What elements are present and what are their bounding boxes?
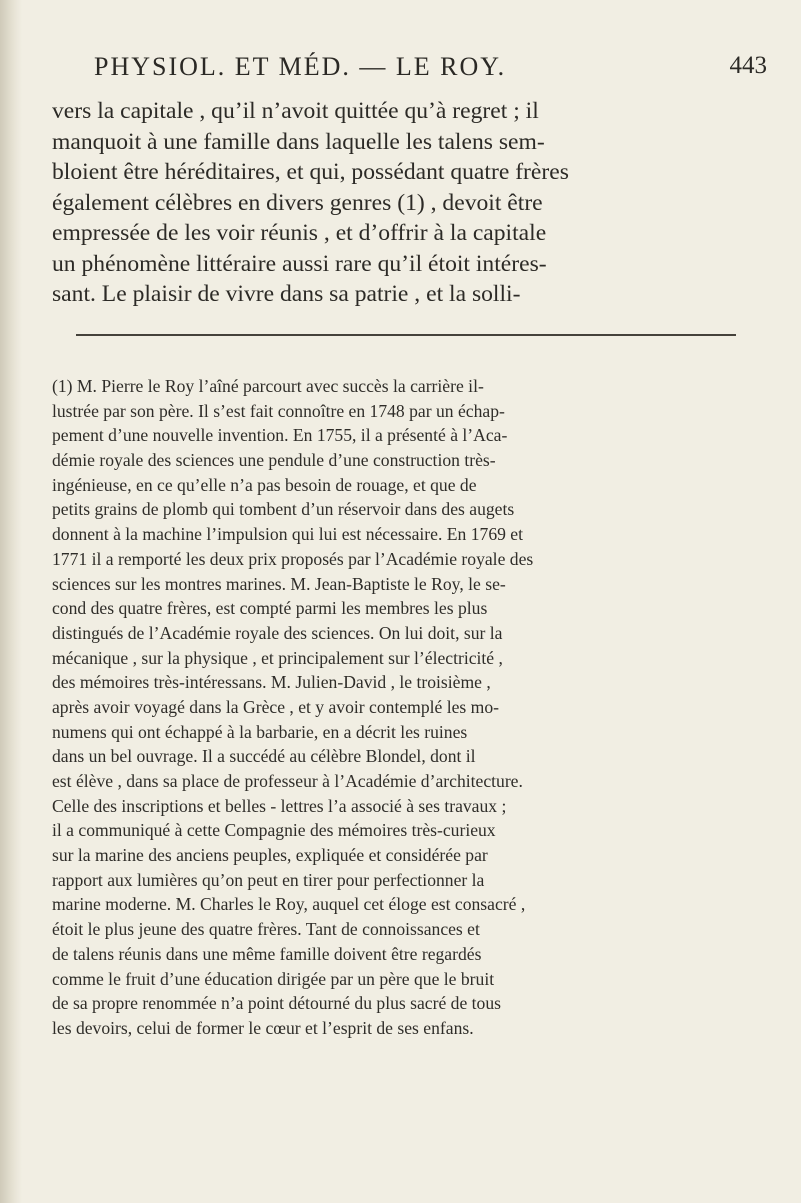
footnote bbox=[52, 374, 767, 1041]
footnote-line: est élève , dans sa place de professeur à l’Académie d’architecture. bbox=[52, 771, 523, 791]
footnote-line: numens qui ont échappé à la barbarie, en a décrit les ruines bbox=[52, 721, 468, 742]
footnote-line: comme le fruit d’une éducation dirigée par un père que le bruit bbox=[52, 968, 495, 989]
main-paragraph bbox=[52, 96, 767, 310]
footnote-line: des mémoires très-intéressans. M. Julien-David , le troisième , bbox=[52, 672, 491, 693]
footnote-line: petits grains de plomb qui tombent d’un réservoir dans des augets bbox=[52, 499, 515, 520]
text-line: vers la capitale , qu’il n’avoit quittée qu’à regret ; il bbox=[52, 98, 539, 124]
text-line: un phénomène littéraire aussi rare qu’il étoit intéres- bbox=[52, 250, 547, 277]
text-line: empressée de les voir réunis , et d’offrir à la capitale bbox=[52, 220, 547, 246]
footnote-line: rapport aux lumières qu’on peut en tirer pour perfectionner la bbox=[52, 869, 485, 890]
text-line: également célèbres en divers genres (1) , devoit être bbox=[52, 189, 543, 216]
footnote-line: les devoirs, celui de former le cœur et l’esprit de ses enfans. bbox=[52, 1017, 474, 1038]
footnote-line: il a communiqué à cette Compagnie des mémoires très-curieux bbox=[52, 820, 496, 841]
footnote-line: 1771 il a remporté les deux prix proposés par l’Académie royale des bbox=[52, 548, 534, 569]
footnote-line: donnent à la machine l’impulsion qui lui est nécessaire. En 1769 et bbox=[52, 524, 524, 545]
running-head bbox=[52, 52, 767, 100]
page-number: 443 bbox=[729, 52, 767, 79]
text-line: bloient être héréditaires, et qui, possédant quatre frères bbox=[52, 159, 569, 185]
text-line: manquoit à une famille dans laquelle les talens sem- bbox=[52, 128, 545, 155]
footnote-line: Celle des inscriptions et belles - lettres l’a associé à ses travaux ; bbox=[52, 795, 507, 816]
footnote-line: ingénieuse, en ce qu’elle n’a pas besoin de rouage, et que de bbox=[52, 474, 477, 495]
footnote-line: mécanique , sur la physique , et principalement sur l’électricité , bbox=[52, 647, 503, 668]
footnote-line: démie royale des sciences une pendule d’une construction très- bbox=[52, 450, 496, 471]
footnote-line: lustrée par son père. Il s’est fait connoître en 1748 par un échap- bbox=[52, 400, 505, 421]
page-binding-shadow bbox=[0, 0, 22, 1203]
footnote-line: dans un bel ouvrage. Il a succédé au célèbre Blondel, dont il bbox=[52, 746, 476, 767]
footnote-line: marine moderne. M. Charles le Roy, auquel cet éloge est consacré , bbox=[52, 894, 526, 915]
footnote-line: sur la marine des anciens peuples, expliquée et considérée par bbox=[52, 845, 488, 866]
footnote-line: après avoir voyagé dans la Grèce , et y avoir contemplé les mo- bbox=[52, 696, 499, 717]
footnote-line: sciences sur les montres marines. M. Jean-Baptiste le Roy, le se- bbox=[52, 573, 506, 594]
footnote-line: pement d’une nouvelle invention. En 1755, il a présenté à l’Aca- bbox=[52, 425, 508, 446]
footnote-line: étoit le plus jeune des quatre frères. Tant de connoissances et bbox=[52, 919, 480, 940]
footnote-line: de sa propre renommée n’a point détourné du plus sacré de tous bbox=[52, 993, 501, 1014]
footnote-line: de talens réunis dans une même famille doivent être regardés bbox=[52, 943, 482, 964]
running-title: PHYSIOL. ET MÉD. — LE ROY. bbox=[94, 52, 507, 81]
footnote-line: distingués de l’Académie royale des sciences. On lui doit, sur la bbox=[52, 622, 503, 643]
footnote-line: cond des quatre frères, est compté parmi les membres les plus bbox=[52, 598, 488, 619]
footnote-separator-rule bbox=[76, 334, 736, 336]
footnote-line: (1) M. Pierre le Roy l’aîné parcourt avec succès la carrière il- bbox=[52, 376, 484, 396]
text-line: sant. Le plaisir de vivre dans sa patrie , et la solli- bbox=[52, 281, 521, 307]
book-page bbox=[52, 52, 767, 1038]
